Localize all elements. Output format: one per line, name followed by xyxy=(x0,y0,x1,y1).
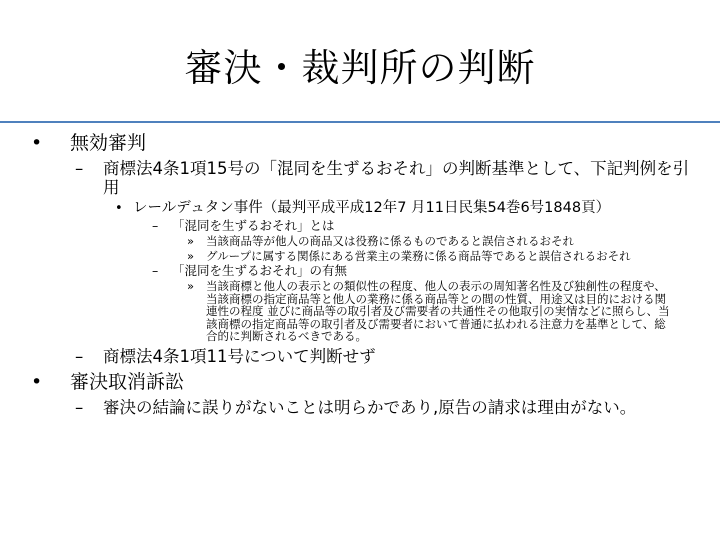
bullet-dash-icon: – xyxy=(75,346,84,366)
bullet-dash-icon: – xyxy=(75,397,84,417)
bullet-dash-icon: – xyxy=(152,263,159,278)
bullet-revocation-suit xyxy=(31,370,690,394)
bullet-narrow-confusion xyxy=(187,234,676,248)
slide-title: 審決・裁判所の判断 xyxy=(184,46,536,90)
bullet-chevron-icon: » xyxy=(187,279,195,293)
bullet-text: 当該商品等が他人の商品又は役務に係るものであると誤信されるおそれ xyxy=(206,234,574,248)
bullet-text: 無効審判 xyxy=(70,132,147,154)
bullet-invalidation-trial xyxy=(31,131,690,155)
bullet-confusion-existence xyxy=(152,263,692,278)
bullet-text: 「混同を生ずるおそれ」とは xyxy=(172,218,335,233)
bullet-text: 当該商標と他人の表示との類似性の程度、他人の表示の周知著名性及び独創性の程度や、当該商標の指定商品等と他人の業務に係る商品等との間の性質、用途又は目的における関連性の程度 並びに商品等の取引者及び需要者の共通性その他取引の実情などに照らし、当該商標の指定商品等の取引者及び需要者において普通に払われる注意力を基準として、総合的に判断されるべきである。 xyxy=(206,279,670,343)
bullet-dot-icon: • xyxy=(31,132,43,154)
bullet-text: 審決の結論に誤りがないことは明らかであり,原告の請求は理由がない。 xyxy=(103,397,637,417)
bullet-suit-conclusion xyxy=(75,397,703,417)
bullet-confusion-definition xyxy=(152,218,692,233)
bullet-judgment-factors xyxy=(187,279,676,343)
title-divider xyxy=(0,121,720,123)
bullet-chevron-icon: » xyxy=(187,248,195,263)
bullet-dash-icon: – xyxy=(152,218,159,233)
bullet-article-4-1-11-not-judged xyxy=(75,346,703,366)
bullet-broad-confusion xyxy=(187,248,676,263)
bullet-dash-icon: – xyxy=(75,159,84,178)
bullet-list xyxy=(0,127,720,417)
bullet-text: グループに属する関係にある営業主の業務に係る商品等であると誤信されるおそれ xyxy=(206,248,631,263)
bullet-dot-icon: • xyxy=(31,370,43,393)
bullet-text: 審決取消訴訟 xyxy=(70,370,185,393)
bullet-text: 商標法4条1項15号の「混同を生ずるおそれ」の判断基準として、下記判例を引用 xyxy=(103,159,690,197)
bullet-chevron-icon: » xyxy=(187,234,195,248)
bullet-text: レールデュタン事件（最判平成平成12年7 月11日民集54巻6号1848頁） xyxy=(133,200,611,216)
bullet-text: 「混同を生ずるおそれ」の有無 xyxy=(172,263,348,278)
bullet-case-citation xyxy=(115,200,693,217)
bullet-text: 商標法4条1項11号について判断せず xyxy=(103,346,376,366)
bullet-article-4-1-15-criterion xyxy=(75,159,703,197)
bullet-dot-icon: • xyxy=(115,201,123,216)
